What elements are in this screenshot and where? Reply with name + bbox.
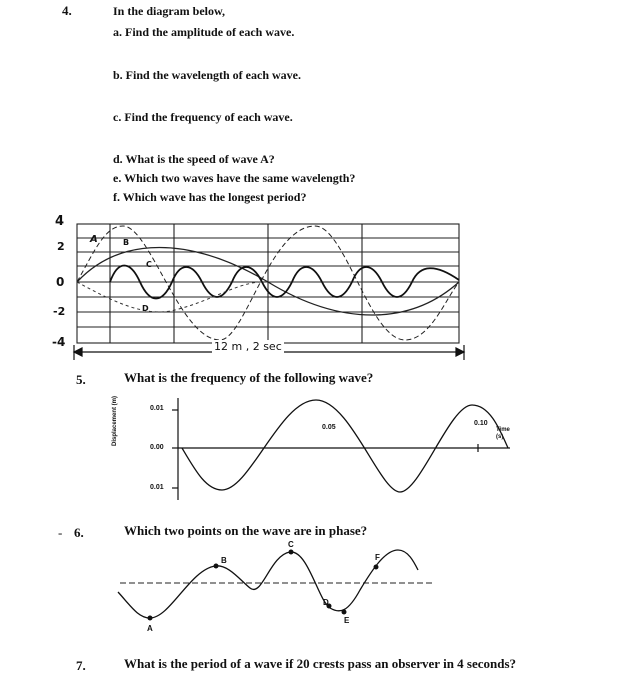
wave-b-label: B — [123, 238, 130, 247]
wave-c-label: C — [146, 260, 152, 269]
q6-point-b-dot — [214, 564, 219, 569]
q6-label-b: B — [221, 556, 227, 565]
q6-number: 6. — [74, 525, 84, 540]
q5-x-axis-label: Time (s) — [496, 427, 510, 440]
q4-ylabel-neg4: -4 — [52, 335, 66, 349]
q6-bullet: - — [58, 525, 63, 540]
q6-label-c: C — [288, 540, 294, 549]
q4-part-b: b. Find the wavelength of each wave. — [113, 68, 301, 82]
q5-ytick-mid: 0.00 — [150, 444, 164, 451]
q6-point-a-dot — [148, 616, 153, 621]
q4-part-f: f. Which wave has the longest period? — [113, 190, 307, 204]
q6-label-d: D — [323, 598, 329, 607]
q5-ytick-top: 0.01 — [150, 405, 164, 412]
q6-label-a: A — [147, 624, 153, 633]
q4-number: 4. — [62, 3, 72, 18]
q4-intro: In the diagram below, — [113, 4, 226, 18]
q4-ylabel-2: 2 — [57, 240, 65, 253]
q6-wave-curve — [118, 550, 418, 618]
q6-label-e: E — [344, 616, 350, 625]
q4-part-c: c. Find the frequency of each wave. — [113, 110, 293, 124]
q5-y-axis-label: Displacement (m) — [112, 395, 118, 446]
q6-point-f-dot — [374, 565, 379, 570]
q4-ylabel-4: 4 — [55, 214, 65, 229]
q7-number: 7. — [76, 658, 86, 673]
q4-part-d: d. What is the speed of wave A? — [113, 152, 275, 166]
q6-point-c-dot — [289, 550, 294, 555]
q5-question: What is the frequency of the following wave? — [124, 370, 374, 385]
q4-part-a: a. Find the amplitude of each wave. — [113, 25, 295, 39]
q5-xlabel-010: 0.10 — [474, 420, 488, 427]
q4-ylabel-0: 0 — [56, 275, 65, 289]
q6-question: Which two points on the wave are in phase? — [124, 523, 368, 538]
q5-number: 5. — [76, 372, 86, 387]
q6-label-f: F — [375, 553, 380, 562]
q4-span-label: 12 m , 2 sec — [214, 340, 282, 353]
q4-ylabel-neg2: -2 — [53, 305, 66, 318]
q7-question: What is the period of a wave if 20 crests pass an observer in 4 seconds? — [124, 656, 517, 671]
wave-a-label: A — [90, 234, 98, 245]
q5-ytick-bottom: 0.01 — [150, 484, 164, 491]
q4-part-e: e. Which two waves have the same wavelength? — [113, 171, 356, 185]
q5-xlabel-005: 0.05 — [322, 424, 336, 431]
q6-point-e-dot — [342, 610, 347, 615]
wave-d-label: D — [142, 304, 149, 313]
